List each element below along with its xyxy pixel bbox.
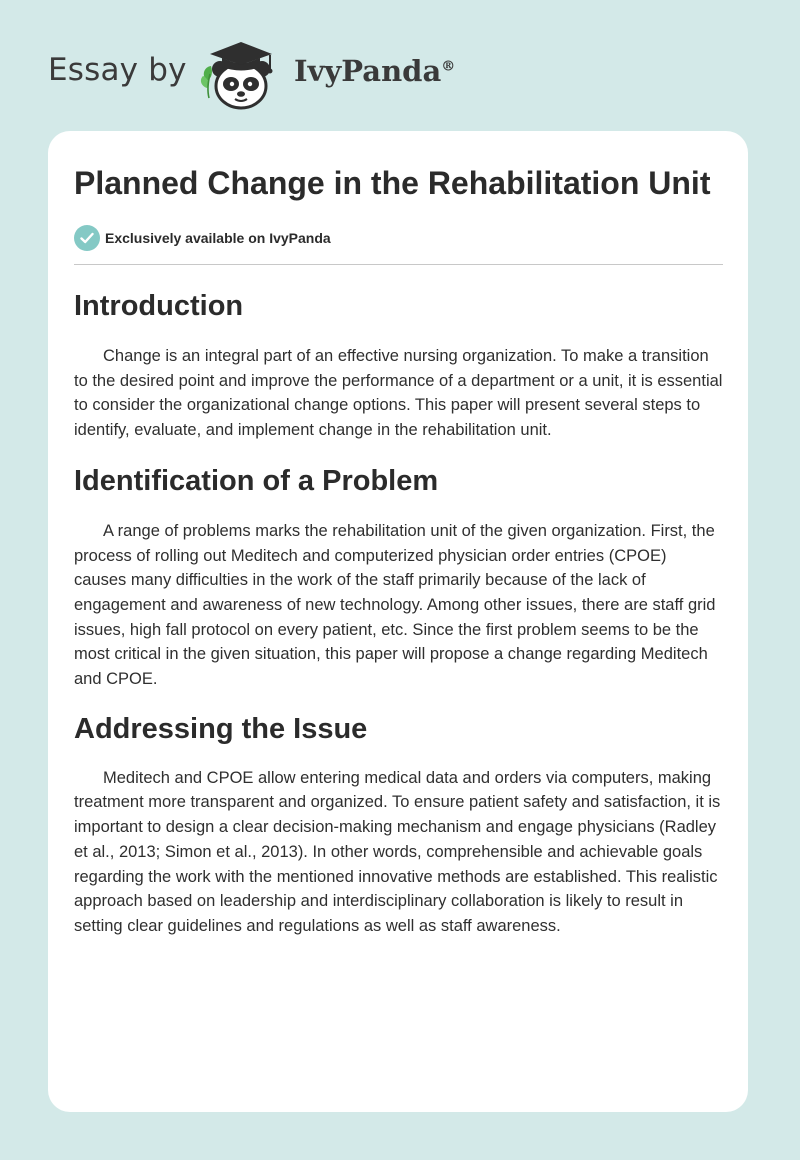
essay-title: Planned Change in the Rehabilitation Unit [74, 165, 711, 201]
exclusive-badge [74, 224, 723, 252]
checkmark-icon [74, 225, 100, 251]
essay-content [74, 163, 723, 939]
section-paragraph-identification: A range of problems marks the rehabilitation unit of the given organization. First, the process of rolling out Meditech and computerized physician order entries (CPOE) causes many difficulties in the work of the staff primarily because of the lack of engagement and awareness of new technology. Among other issues, there are staff grid issues, high fall protocol on every patient, etc. Since the first problem seems to be the most critical in the given situation, this paper will propose a change regarding Meditech and CPOE. [74, 521, 716, 689]
section-paragraph-introduction: Change is an integral part of an effective nursing organization. To make a transition to the desired point and improve the performance of a department or a unit, it is essential to consider the organizational change options. This paper will present several steps to identify, evaluate, and implement change in the rehabilitation unit. [74, 347, 723, 440]
brand-name-text: IvyPanda [294, 54, 442, 88]
site-header [48, 30, 748, 110]
ivypanda-brand-name[interactable] [294, 54, 455, 88]
title-divider [74, 264, 723, 265]
panda-graduate-logo-icon[interactable] [198, 36, 298, 112]
section-paragraph-addressing: Meditech and CPOE allow entering medical data and orders via computers, making treatment more transparent and organized. To ensure patient safety and satisfaction, it is important to design a clear decision-making mechanism and engage physicians (Radley et al., 2013; Simon et al., 2013). In other words, comprehensible and achievable goals regarding the work with the mentioned innovative methods are established. This realistic approach based on leadership and interdisciplinary collaboration is likely to result in setting clear guidelines and regulations as well as staff awareness. [74, 768, 721, 935]
section-heading-addressing: Addressing the Issue [74, 712, 368, 745]
essay-by-label: Essay by [48, 52, 187, 88]
exclusive-badge-label: Exclusively available on IvyPanda [105, 230, 331, 246]
essay-card [48, 131, 748, 1112]
section-heading-introduction: Introduction [74, 290, 244, 322]
section-heading-identification: Identification of a Problem [74, 464, 439, 497]
registered-mark: ® [441, 58, 456, 75]
